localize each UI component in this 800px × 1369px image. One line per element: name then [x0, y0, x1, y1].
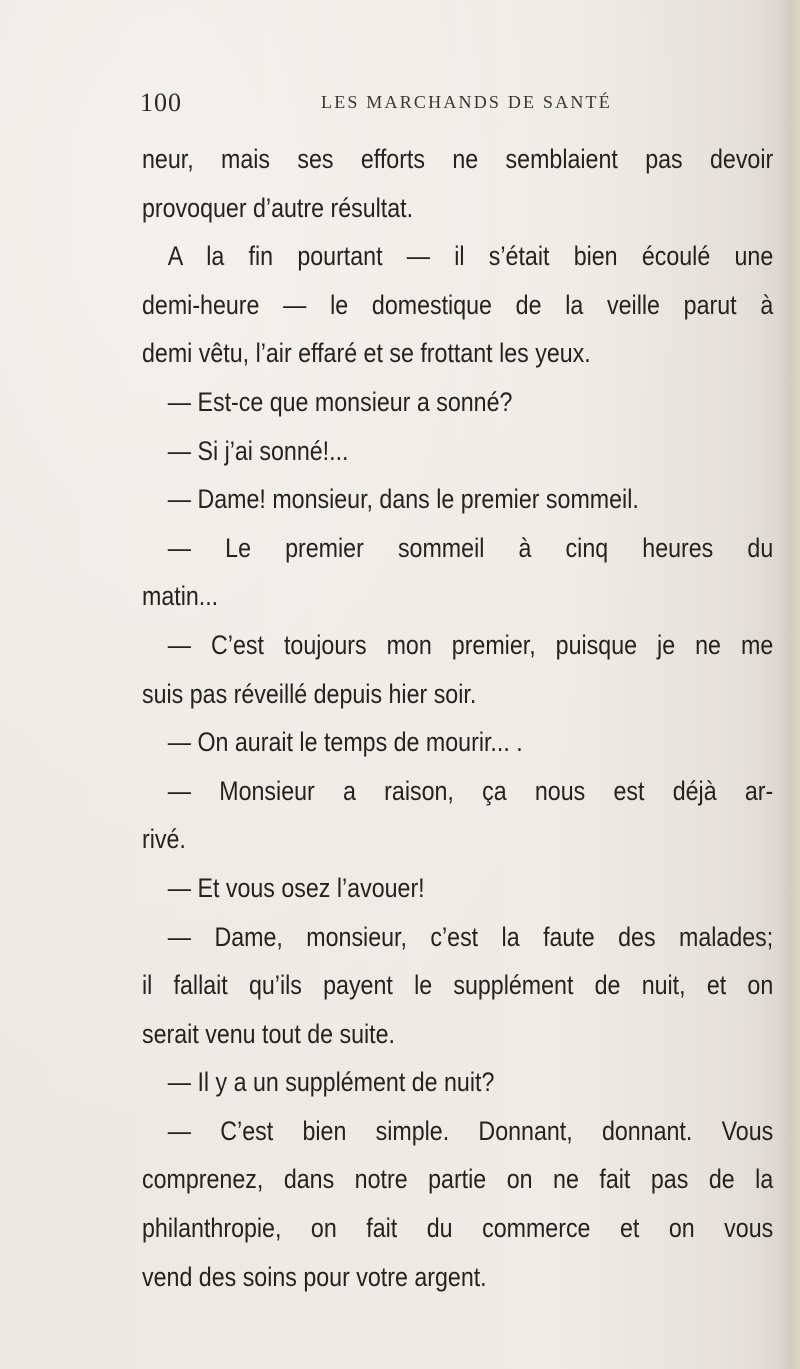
text-line: A la fin pourtant — il s’était bien écoulé une	[167, 241, 774, 272]
body-text	[142, 135, 774, 1301]
text-line: — Si j’ai sonné!...	[167, 435, 349, 466]
text-line: — Le premier sommeil à cinq heures du	[167, 532, 774, 563]
text-line: — Il y a un supplément de nuit?	[167, 1067, 495, 1098]
text-line: matin...	[142, 581, 219, 612]
text-line: neur, mais ses efforts ne semblaient pas devoir	[142, 144, 774, 174]
text-line: vend des soins pour votre argent.	[142, 1261, 487, 1292]
running-head: LES MARCHANDS DE SANTÉ	[321, 92, 612, 112]
text-line: — On aurait le temps de mourir... .	[167, 727, 523, 758]
page-number: 100	[140, 88, 182, 117]
text-line: — C’est toujours mon premier, puisque je ne me	[167, 629, 774, 660]
text-line: — C’est bien simple. Donnant, donnant. Vous	[167, 1115, 774, 1146]
text-line: — Dame, monsieur, c’est la faute des malades;	[167, 921, 774, 952]
text-line: rivé.	[142, 824, 186, 855]
text-line: philanthropie, on fait du commerce et on vous	[142, 1213, 774, 1244]
page-header	[140, 88, 620, 118]
text-line: suis pas réveillé depuis hier soir.	[142, 678, 477, 709]
text-line: comprenez, dans notre partie on ne fait pas de la	[142, 1164, 774, 1195]
text-line: demi vêtu, l’air effaré et se frottant les yeux.	[142, 338, 591, 369]
text-line: — Est-ce que monsieur a sonné?	[167, 386, 513, 417]
text-line: — Dame! monsieur, dans le premier sommeil.	[167, 484, 639, 515]
text-line: il fallait qu’ils payent le supplément de nuit, et on	[142, 970, 774, 1001]
text-line: serait venu tout de suite.	[142, 1018, 396, 1049]
text-line: demi-heure — le domestique de la veille parut à	[142, 289, 774, 320]
text-line: provoquer d’autre résultat.	[142, 192, 414, 223]
page-edge-shadow	[778, 0, 800, 1369]
text-line: — Monsieur a raison, ça nous est déjà ar-	[167, 775, 774, 806]
text-line: — Et vous osez l’avouer!	[167, 872, 425, 903]
